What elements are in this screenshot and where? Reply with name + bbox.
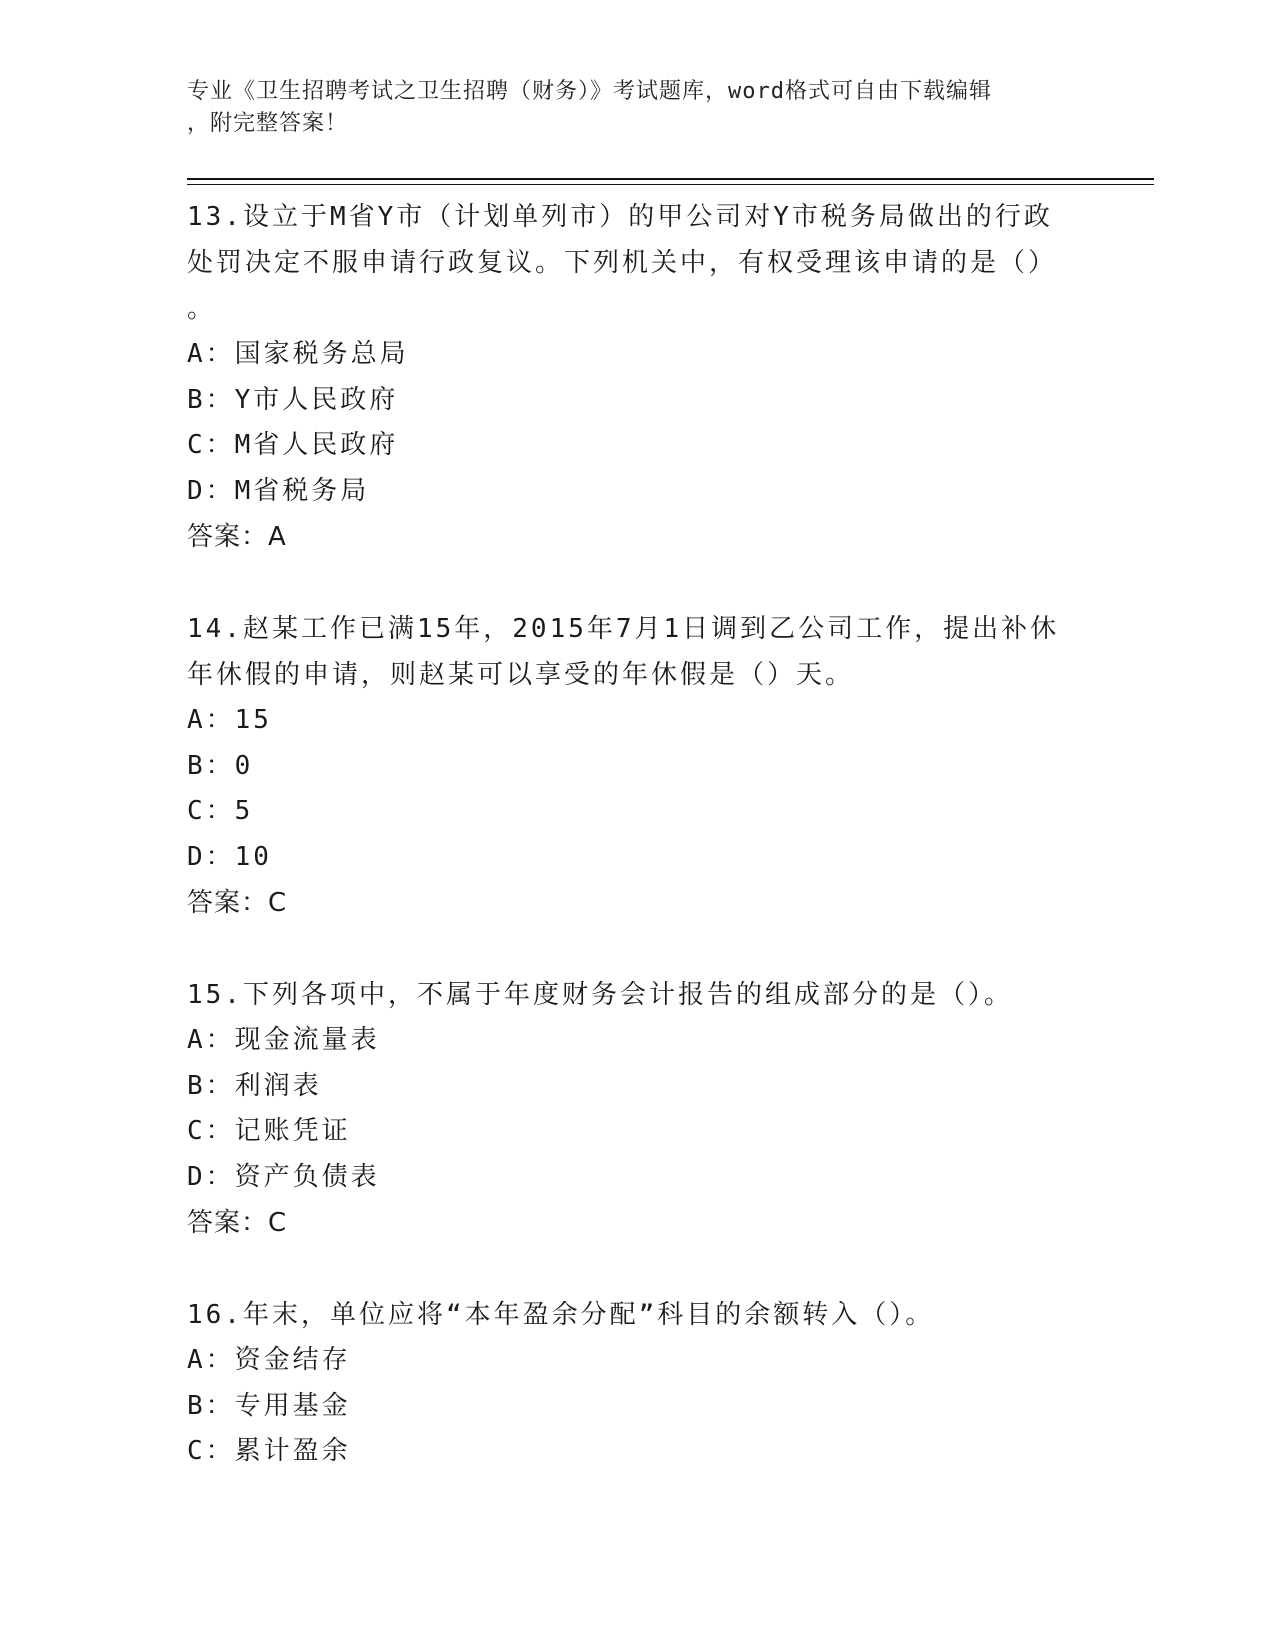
question-stem bbox=[187, 1292, 1082, 1338]
option-b: B：利润表 bbox=[187, 1070, 322, 1101]
option-b: B：0 bbox=[187, 750, 254, 781]
stem-line: 15.下列各项中，不属于年度财务会计报告的组成部分的是（）。 bbox=[187, 980, 1013, 1010]
stem-line: 14.赵某工作已满15年，2015年7月1日调到乙公司工作，提出补休 bbox=[187, 614, 1060, 644]
stem-line: 16.年末，单位应将“本年盈余分配”科目的余额转入（）。 bbox=[187, 1300, 935, 1330]
option-d: D：M省税务局 bbox=[187, 475, 370, 506]
header-divider-thin bbox=[187, 184, 1154, 185]
option-c: C：记账凭证 bbox=[187, 1116, 351, 1146]
stem-line: 处罚决定不服申请行政复议。下列机关中，有权受理该申请的是（） bbox=[187, 248, 1058, 278]
stem-line: 年休假的申请，则赵某可以享受的年休假是（）天。 bbox=[187, 660, 855, 690]
option-b: B：Y市人民政府 bbox=[187, 384, 399, 415]
question-list bbox=[187, 194, 1087, 1521]
header-line-1: 专业《卫生招聘考试之卫生招聘（财务）》考试题库，word格式可自由下载编辑 bbox=[187, 79, 992, 104]
option-a: A：资金结存 bbox=[187, 1345, 351, 1375]
option-b: B：专用基金 bbox=[187, 1390, 351, 1421]
header-line-2: ，附完整答案！ bbox=[187, 111, 349, 136]
header-divider-thick bbox=[187, 178, 1154, 180]
option-c: C：5 bbox=[187, 796, 254, 826]
stem-line: 。 bbox=[187, 294, 217, 324]
option-a: A：现金流量表 bbox=[187, 1025, 380, 1055]
option-c: C：累计盈余 bbox=[187, 1436, 351, 1466]
question-stem bbox=[187, 606, 1082, 698]
question-16 bbox=[187, 1292, 1087, 1475]
question-stem bbox=[187, 194, 1082, 332]
question-14 bbox=[187, 606, 1087, 926]
document-header bbox=[187, 76, 1067, 140]
option-d: D：资产负债表 bbox=[187, 1161, 380, 1192]
question-13 bbox=[187, 194, 1087, 560]
stem-line: 13.设立于M省Y市（计划单列市）的甲公司对Y市税务局做出的行政 bbox=[187, 202, 1053, 232]
question-15 bbox=[187, 972, 1087, 1246]
answer-line: 答案：C bbox=[187, 888, 288, 918]
option-d: D：10 bbox=[187, 841, 272, 872]
option-c: C：M省人民政府 bbox=[187, 430, 399, 460]
question-stem bbox=[187, 972, 1082, 1018]
answer-line: 答案：C bbox=[187, 1208, 288, 1238]
answer-line: 答案：A bbox=[187, 522, 287, 552]
option-a: A：国家税务总局 bbox=[187, 339, 409, 369]
option-a: A：15 bbox=[187, 705, 272, 735]
